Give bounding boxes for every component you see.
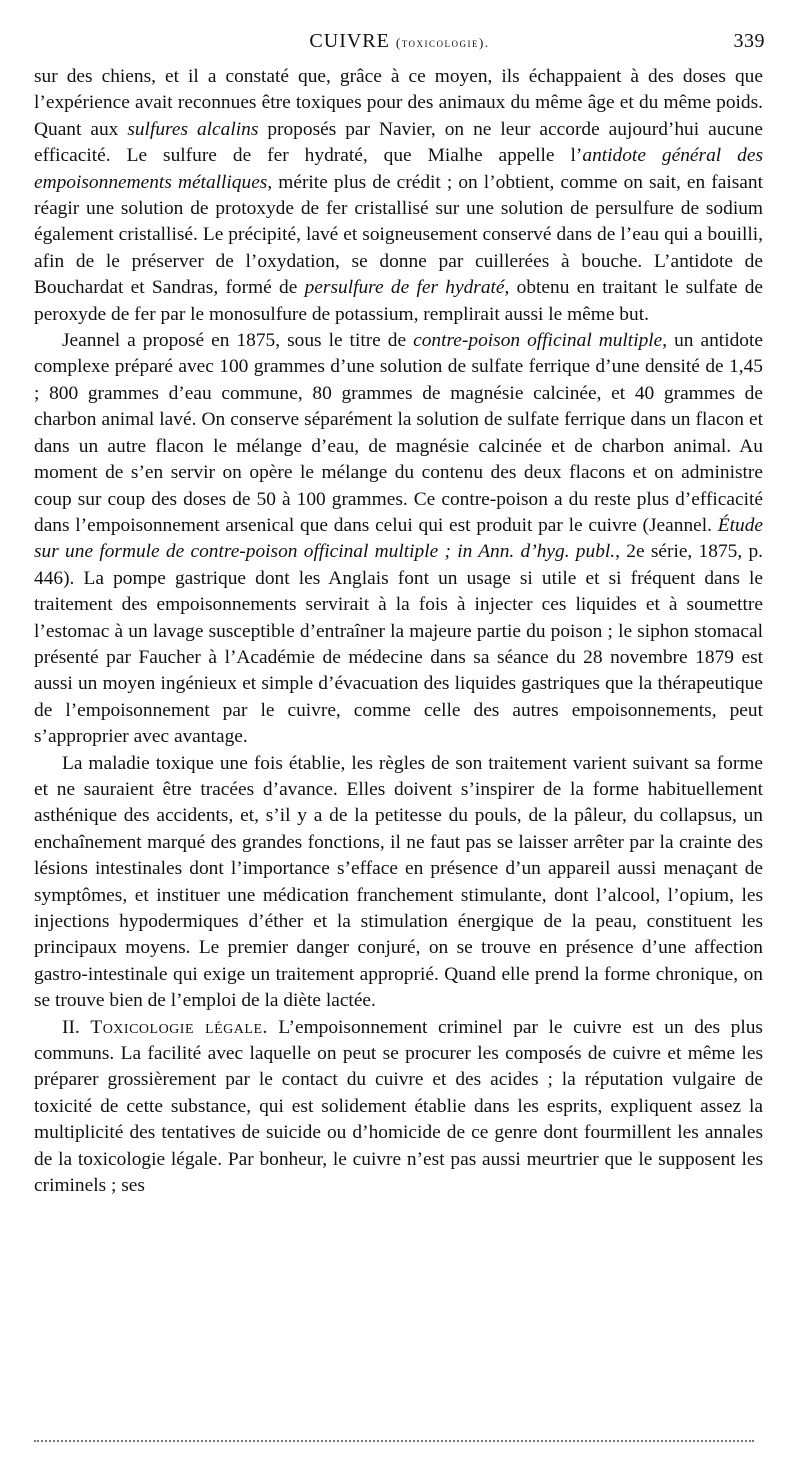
text-run: sur des chiens, et il a constaté que, grâce à ce moyen, ils échappaient à des doses que l’expérience avait reconnues être toxiques pour des animaux du même âge et du même poids. Quant aux: [34, 66, 763, 140]
italic-text: antidote général des empoisonnements métalliques: [34, 145, 763, 193]
paragraph-4: [34, 1015, 763, 1200]
italic-text: Étude sur une formule de contre-poison officinal multiple ; in Ann. d’hyg. publ.: [34, 514, 763, 563]
paragraph-1: [34, 64, 763, 328]
text-run: , mérite plus de crédit ; on l’obtient, comme on sait, en faisant réagir une solution de protoxyde de fer cristallisé sur une solution de persulfure de sodium également cristallisé. Le précipité, lavé et soigneusement conservé dans de l’eau qui a bouilli, afin de le préserver de l’oxydation, se donne par cuillerées à bouche. L’antidote de Bouchardat et Sandras, formé de: [34, 171, 763, 299]
text-run: , obtenu en traitant le sulfate de peroxyde de fer par le monosulfure de potassium, remplirait aussi le même but.: [34, 277, 764, 325]
text-run: L’empoisonnement criminel par le cuivre est un des plus communs. La facilité avec laquelle on peut se procurer les composés de cuivre et même les préparer grossièrement par le contact du cuivre et des acides ; la réputation vulgaire de toxicité de cette substance, qui est solidement établie dans les esprits, expliquent assez la multiplicité des tentatives de suicide ou d’homicide de ce genre dont fourmillent les annales de la toxicologie légale. Par bonheur, le cuivre n’est pas aussi meurtrier que le supposent les criminels ; ses: [34, 1016, 763, 1197]
page-number: 339: [733, 30, 765, 52]
text-run: La maladie toxique une fois établie, les règles de son traitement varient suivant sa forme et ne sauraient être tracées d’avance. Elles doivent s’inspirer de la forme habituellement asthénique des accidents, et, s’il y a de la petitesse du pouls, de la pâleur, du collapsus, un enchaînement marqué des grandes fonctions, il ne faut pas se laisser arrêter par la crainte des lésions intestinales dont l’importance s’efface en présence d’un appareil aussi menaçant de symptômes, et instituer une médication franchement stimulante, dont l’alcool, l’opium, les injections hypodermiques d’éther et la stimulation énergique de la peau, constituent les principaux moyens. Le premier danger conjuré, on se trouve en présence d’une affection gastro-intestinale qui exige un traitement approprié. Quand elle prend la forme chronique, on se trouve bien de l’emploi de la diète lactée.: [34, 752, 763, 1012]
header-title-sub: (toxicologie).: [395, 35, 490, 50]
body-text: [34, 64, 763, 1199]
bottom-dotted-rule: [34, 1440, 754, 1442]
paragraph-3: [34, 751, 763, 1015]
text-run: , un antidote complexe préparé avec 100 grammes d’une solution de sulfate ferrique d’une densité de 1,45 ; 800 grammes d’eau commune, 80 grammes de magnésie calcinée, et 40 grammes de charbon animal lavé. On conserve séparément la solution de sulfate ferrique dans un flacon et dans un autre flacon le mélange d’eau, de magnésie calcinée et de charbon animal. Au moment de s’en servir on opère le mélange du contenu des deux flacons et on administre coup sur coup des doses de 50 à 100 grammes. Ce contre-poison a du reste plus d’efficacité dans l’empoisonnement arsenical que dans celui qui est produit par le cuivre (Jeannel.: [34, 330, 763, 536]
text-run: proposés par Navier, on ne leur accorde aujourd’hui aucune efficacité. Le sulfure de fer hydraté, que Mialhe appelle l’: [34, 118, 763, 167]
section-heading: Toxicologie légale.: [90, 1016, 268, 1038]
text-run: , 2e série, 1875, p. 446). La pompe gastrique dont les Anglais font un usage si utile et si fréquent dans le traitement des empoisonnements servirait à la fois à injecter ces liquides et à soumettre l’estomac à un lavage susceptible d’entraîner la majeure partie du poison ; le siphon stomacal présenté par Faucher à l’Académie de médecine dans sa séance du 28 novembre 1879 est aussi un moyen ingénieux et simple d’évacuation des liquides gastriques que la thérapeutique de l’empoisonnement par le cuivre, comme celle des autres empoisonnements, peut s’approprier avec avantage.: [34, 541, 763, 748]
running-header: [34, 30, 765, 56]
italic-text: persulfure de fer hydraté: [304, 277, 505, 299]
text-run: II.: [62, 1016, 91, 1038]
header-title-main: CUIVRE: [309, 30, 390, 52]
italic-text: sulfures alcalins: [127, 118, 259, 140]
text-run: Jeannel a proposé en 1875, sous le titre de: [62, 330, 414, 352]
header-title: [34, 30, 765, 53]
italic-text: contre-poison officinal multiple: [413, 330, 663, 352]
paragraph-2: [34, 328, 763, 751]
